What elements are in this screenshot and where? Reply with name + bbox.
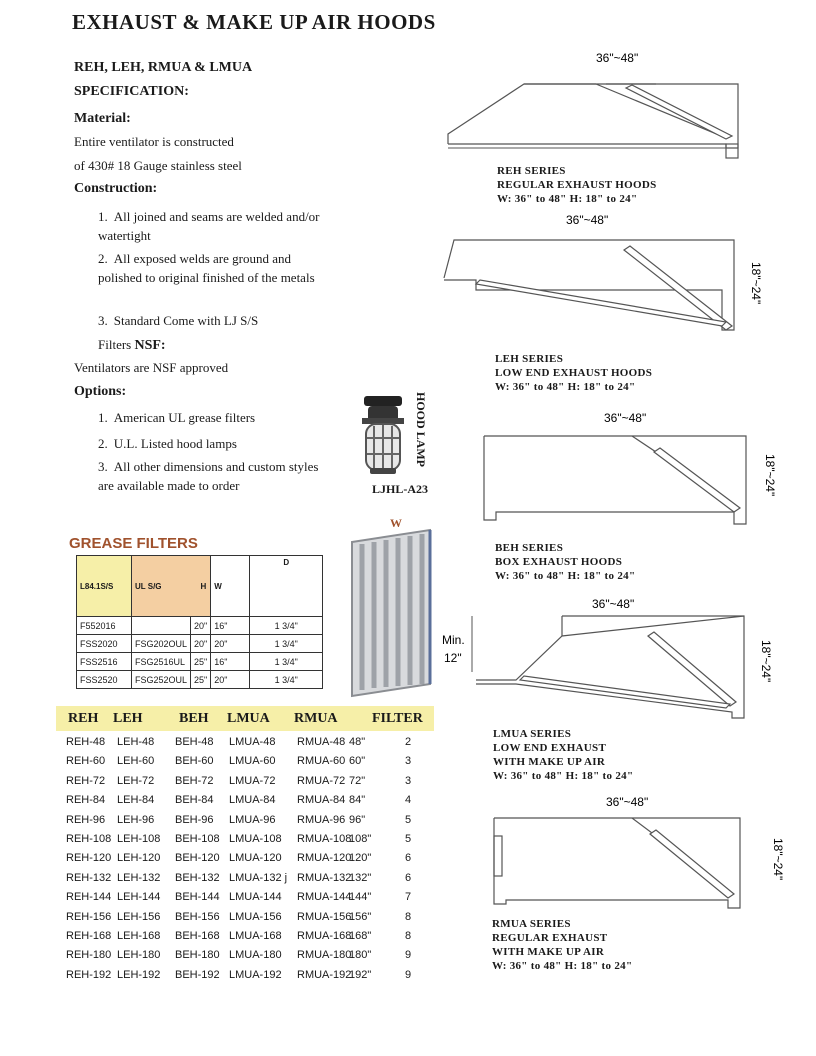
nsf-heading: NSF: (134, 338, 166, 353)
beh-hood-diagram (436, 408, 796, 532)
series-name: LMUA SERIES (493, 728, 572, 740)
models-header-reh: REH (68, 711, 99, 726)
hood-lamp-label: HOOD LAMP (414, 392, 428, 467)
item-number: 3. (98, 459, 108, 474)
filters-nsf-line (98, 335, 330, 355)
cell-reh: REH-168 (66, 930, 112, 942)
cell-h: 25" (191, 653, 211, 671)
cell-lmua: LMUA-132 j (229, 871, 288, 884)
col-header-d: D (250, 556, 323, 617)
table-row (0, 852, 440, 871)
cell-rmua: RMUA-108 (297, 833, 352, 845)
series-dims: W: 36" to 48" H: 18" to 24" (497, 193, 638, 205)
cell-rmua: RMUA-96 (297, 813, 346, 826)
height-label: 18"~24" (749, 262, 763, 305)
width-label: 36"~48" (592, 597, 635, 611)
reh-hood-diagram (436, 48, 796, 162)
cell-reh: REH-180 (66, 949, 112, 962)
cell-w: 16" (211, 653, 250, 671)
cell-size: 168" (349, 930, 372, 942)
item-number: 1. (98, 209, 108, 224)
cell-size: 120" (349, 852, 372, 865)
cell-lmua: LMUA-180 (229, 949, 282, 962)
leh-hood-diagram (436, 210, 796, 340)
table-header-row (77, 556, 323, 617)
cell-ul: FSG2516UL (132, 653, 191, 671)
series-name: LEH SERIES (495, 353, 564, 365)
cell-ul: FSG202OUL (132, 635, 191, 653)
cell-beh: BEH-156 (175, 910, 220, 923)
cell-beh: BEH-132 (175, 871, 220, 884)
cell-d: 1 3/4" (250, 635, 323, 653)
height-label: 18"~24" (759, 640, 773, 683)
cell-filter-count: 6 (405, 871, 412, 884)
table-row (0, 775, 440, 794)
cell-rmua: RMUA-132 (297, 871, 352, 884)
item-number: 1. (98, 410, 108, 425)
series-desc-2: WITH MAKE UP AIR (492, 946, 605, 958)
cell-reh: REH-120 (66, 852, 112, 865)
cell-size: 180" (349, 949, 372, 962)
material-heading: Material: (74, 111, 131, 126)
cell-lmua: LMUA-156 (229, 910, 282, 923)
width-label: 36"~48" (606, 795, 649, 809)
cell-size: 192" (349, 968, 372, 981)
models-line: REH, LEH, RMUA & LMUA (74, 60, 253, 75)
series-dims: W: 36" to 48" H: 18" to 24" (495, 381, 636, 393)
cell-h: 20" (191, 635, 211, 653)
cell-leh: LEH-144 (117, 891, 161, 904)
cell-rmua: RMUA-84 (297, 794, 346, 807)
cell-size: 108" (349, 833, 372, 845)
cell-size: 72" (349, 774, 366, 787)
cell-size: 48" (349, 736, 366, 748)
cell-lmua: LMUA-48 (229, 736, 276, 748)
rmua-series-caption (492, 917, 632, 973)
cell-leh: LEH-156 (117, 910, 161, 923)
models-table-body (0, 736, 440, 986)
cell-size: 60" (349, 755, 366, 768)
cell-beh: BEH-108 (175, 833, 220, 845)
cell-beh: BEH-48 (175, 736, 214, 748)
series-desc: LOW END EXHAUST HOODS (495, 367, 653, 379)
cell-d: 1 3/4" (250, 653, 323, 671)
cell-beh: BEH-168 (175, 930, 220, 942)
table-row (0, 872, 440, 891)
spec-heading: SPECIFICATION: (74, 84, 189, 99)
item-text: All joined and seams are welded and/or watertight (98, 209, 320, 243)
cell-d: 1 3/4" (250, 617, 323, 635)
cell-d: 1 3/4" (250, 671, 323, 689)
cell-filter-count: 3 (405, 774, 412, 787)
table-row (0, 755, 440, 774)
min-label: Min. (442, 633, 465, 647)
grease-filter-image (346, 528, 436, 698)
cell-beh: BEH-120 (175, 852, 220, 865)
table-row (0, 891, 440, 910)
table-row (0, 930, 440, 949)
item-number: 2. (98, 251, 108, 266)
series-name: REH SERIES (497, 165, 566, 177)
models-header-leh: LEH (113, 711, 143, 726)
cell-w: 20" (211, 671, 250, 689)
series-dims: W: 36" to 48" H: 18" to 24" (493, 770, 634, 782)
table-row (0, 794, 440, 813)
cell-reh: REH-48 (66, 736, 106, 748)
item-text: All exposed welds are ground and polished to original finished of the metals (98, 251, 315, 285)
cell-lmua: LMUA-60 (229, 755, 276, 768)
table-row (77, 653, 323, 671)
cell-filter-count: 4 (405, 794, 412, 807)
item-text: American UL grease filters (113, 410, 256, 425)
col-header-h: H (200, 581, 207, 591)
series-desc: LOW END EXHAUST (493, 742, 607, 754)
construction-item-1 (98, 207, 330, 245)
models-header-filter: FILTER (372, 711, 423, 726)
models-header-rmua: RMUA (294, 711, 338, 726)
hood-lamp-image (358, 392, 408, 480)
options-heading: Options: (74, 384, 127, 399)
cell-filter-count: 2 (405, 736, 412, 748)
min-value: 12" (444, 651, 462, 665)
cell-reh: REH-84 (66, 794, 106, 807)
table-row (0, 833, 440, 852)
lmua-series-caption (493, 727, 633, 783)
cell-beh: BEH-96 (175, 813, 214, 826)
cell-lmua: LMUA-72 (229, 774, 276, 787)
cell-rmua: RMUA-120 (297, 852, 352, 865)
cell-lmua: LMUA-144 (229, 891, 282, 904)
item-number: 2. (98, 436, 108, 451)
cell-lmua: LMUA-84 (229, 794, 276, 807)
item-text: U.L. Listed hood lamps (113, 436, 237, 451)
height-label: 18"~24" (763, 454, 777, 497)
filters-word: Filters (98, 337, 132, 352)
cell-reh: REH-144 (66, 891, 112, 904)
cell-beh: BEH-180 (175, 949, 220, 962)
cell-filter-count: 9 (405, 968, 412, 981)
leh-series-caption (495, 352, 652, 394)
cell-rmua: RMUA-168 (297, 930, 352, 942)
col-header-ul-label: UL S/G (135, 581, 162, 591)
cell-reh: REH-192 (66, 968, 112, 981)
cell-leh: LEH-192 (117, 968, 161, 981)
cell-beh: BEH-84 (175, 794, 214, 807)
cell-filter-count: 9 (405, 949, 412, 962)
table-row (77, 617, 323, 635)
models-header-lmua: LMUA (227, 711, 270, 726)
cell-h: 20" (191, 617, 211, 635)
col-header-ul (132, 556, 211, 617)
series-desc: REGULAR EXHAUST HOODS (497, 179, 657, 191)
table-row (77, 671, 323, 689)
cell-lmua: LMUA-96 (229, 813, 276, 826)
height-label: 18"~24" (771, 838, 785, 881)
rmua-hood-diagram (436, 792, 796, 916)
cell-leh: LEH-72 (117, 774, 155, 787)
cell-rmua: RMUA-60 (297, 755, 346, 768)
construction-heading: Construction: (74, 181, 158, 196)
cell-rmua: RMUA-72 (297, 774, 346, 787)
cell-w: 20" (211, 635, 250, 653)
cell-beh: BEH-72 (175, 774, 214, 787)
page-title: EXHAUST & MAKE UP AIR HOODS (72, 10, 436, 34)
models-header-beh: BEH (179, 711, 209, 726)
table-row (77, 635, 323, 653)
series-desc: REGULAR EXHAUST (492, 932, 608, 944)
cell-filter-count: 8 (405, 910, 412, 923)
cell-leh: LEH-48 (117, 736, 155, 748)
item-text: All other dimensions and custom styles are available made to order (98, 459, 319, 493)
cell-filter-count: 6 (405, 852, 412, 865)
series-name: RMUA SERIES (492, 918, 571, 930)
cell-size: 132" (349, 871, 372, 884)
cell-filter-count: 8 (405, 930, 412, 942)
cell-lmua: LMUA-168 (229, 930, 282, 942)
cell-ss: FSS2020 (77, 635, 132, 653)
cell-leh: LEH-84 (117, 794, 155, 807)
beh-series-caption (495, 541, 635, 583)
cell-leh: LEH-120 (117, 852, 161, 865)
cell-lmua: LMUA-120 (229, 852, 282, 865)
series-dims: W: 36" to 48" H: 18" to 24" (492, 960, 633, 972)
cell-reh: REH-60 (66, 755, 106, 768)
table-row (0, 814, 440, 833)
cell-w: 16" (211, 617, 250, 635)
cell-beh: BEH-144 (175, 891, 220, 904)
series-desc: BOX EXHAUST HOODS (495, 556, 623, 568)
cell-leh: LEH-96 (117, 813, 155, 826)
cell-size: 84" (349, 794, 366, 807)
cell-h: 25" (191, 671, 211, 689)
item-text: Standard Come with LJ S/S (113, 313, 259, 328)
filter-photo-label: W (390, 516, 402, 530)
cell-reh: REH-96 (66, 813, 106, 826)
cell-rmua: RMUA-48 (297, 736, 346, 748)
reh-series-caption (497, 164, 657, 206)
grease-filters-heading: GREASE FILTERS (69, 535, 198, 552)
grease-filters-table (76, 555, 323, 689)
cell-ul: FSG252OUL (132, 671, 191, 689)
construction-item-2 (98, 249, 330, 287)
cell-reh: REH-108 (66, 833, 112, 845)
cell-size: 156" (349, 910, 372, 923)
material-line-1: Entire ventilator is constructed (74, 134, 234, 149)
cell-ss: FSS2516 (77, 653, 132, 671)
cell-rmua: RMUA-156 (297, 910, 352, 923)
width-label: 36"~48" (604, 411, 647, 425)
cell-beh: BEH-192 (175, 968, 220, 981)
width-label: 36"~48" (566, 213, 609, 227)
cell-leh: LEH-180 (117, 949, 161, 962)
cell-rmua: RMUA-192 (297, 968, 352, 981)
series-name: BEH SERIES (495, 542, 564, 554)
cell-ss: F552016 (77, 617, 132, 635)
table-row (0, 911, 440, 930)
table-row (0, 736, 440, 755)
series-desc-2: WITH MAKE UP AIR (493, 756, 606, 768)
table-row (0, 969, 440, 988)
series-dims: W: 36" to 48" H: 18" to 24" (495, 570, 636, 582)
cell-ul (132, 617, 191, 635)
cell-rmua: RMUA-144 (297, 891, 352, 904)
cell-beh: BEH-60 (175, 755, 214, 768)
cell-filter-count: 5 (405, 813, 412, 826)
cell-size: 144" (349, 891, 372, 904)
cell-filter-count: 5 (405, 833, 412, 845)
cell-reh: REH-72 (66, 774, 106, 787)
option-item-3 (98, 457, 323, 495)
col-header-ss: L84.1S/S (77, 556, 132, 617)
option-item-1 (98, 408, 330, 427)
table-row (0, 949, 440, 968)
cell-ss: FSS2520 (77, 671, 132, 689)
nsf-text: Ventilators are NSF approved (74, 360, 229, 375)
lmua-hood-diagram (436, 594, 796, 724)
cell-reh: REH-132 (66, 871, 112, 884)
hood-lamp-model: LJHL-A23 (372, 482, 429, 496)
cell-rmua: RMUA-180 (297, 949, 352, 962)
material-line-2: of 430# 18 Gauge stainless steel (74, 158, 242, 173)
cell-reh: REH-156 (66, 910, 112, 923)
width-label: 36"~48" (596, 51, 639, 65)
cell-lmua: LMUA-192 (229, 968, 282, 981)
cell-leh: LEH-132 (117, 871, 161, 884)
cell-size: 96" (349, 813, 366, 826)
item-number: 3. (98, 313, 108, 328)
construction-item-3 (98, 311, 330, 330)
option-item-2 (98, 434, 330, 453)
cell-leh: LEH-168 (117, 930, 161, 942)
cell-filter-count: 7 (405, 891, 412, 904)
cell-filter-count: 3 (405, 755, 412, 768)
cell-leh: LEH-60 (117, 755, 155, 768)
cell-lmua: LMUA-108 (229, 833, 282, 845)
cell-leh: LEH-108 (117, 833, 161, 845)
col-header-w: W (211, 556, 250, 617)
